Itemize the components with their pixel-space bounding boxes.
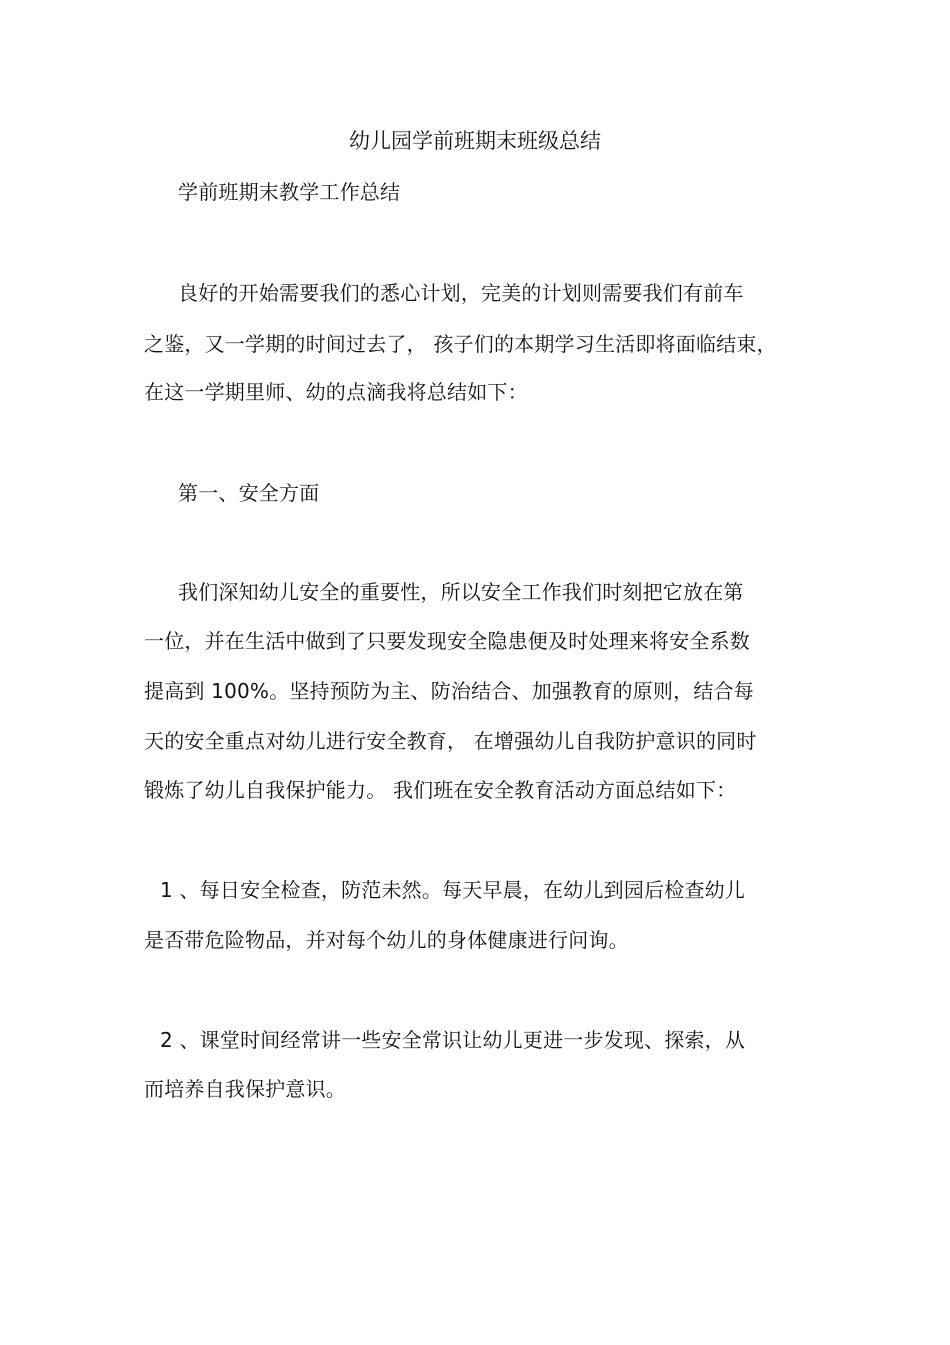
list-item-line: 1 、每日安全检查，防范未然。每天早晨，在幼儿到园后检查幼儿 — [160, 878, 746, 902]
body-line: 提高到 100%。坚持预防为主、防治结合、加强教育的原则，结合每 — [144, 679, 754, 703]
intro-line: 良好的开始需要我们的悉心计划，完美的计划则需要我们有前车 — [178, 281, 744, 305]
document-subtitle: 学前班期末教学工作总结 — [178, 180, 401, 204]
section-heading: 第一、安全方面 — [178, 481, 320, 505]
body-line: 一位，并在生活中做到了只要发现安全隐患便及时处理来将安全系数 — [144, 629, 750, 653]
body-line: 我们深知幼儿安全的重要性，所以安全工作我们时刻把它放在第 — [178, 580, 744, 604]
list-item-line: 是否带危险物品，并对每个幼儿的身体健康进行问询。 — [144, 928, 629, 952]
document-title: 幼儿园学前班期末班级总结 — [349, 129, 601, 153]
list-item-line: 2 、课堂时间经常讲一些安全常识让幼儿更进一步发现、探索，从 — [160, 1028, 746, 1052]
intro-line: 之鉴，又一学期的时间过去了， 孩子们的本期学习生活即将面临结束， — [144, 332, 777, 356]
body-line: 天的安全重点对幼儿进行安全教育， 在增强幼儿自我防护意识的同时 — [144, 729, 757, 753]
body-line: 锻炼了幼儿自我保护能力。 我们班在安全教育活动方面总结如下： — [144, 778, 737, 802]
list-item-line: 而培养自我保护意识。 — [144, 1077, 346, 1101]
intro-line: 在这一学期里师、幼的点滴我将总结如下： — [144, 380, 528, 404]
